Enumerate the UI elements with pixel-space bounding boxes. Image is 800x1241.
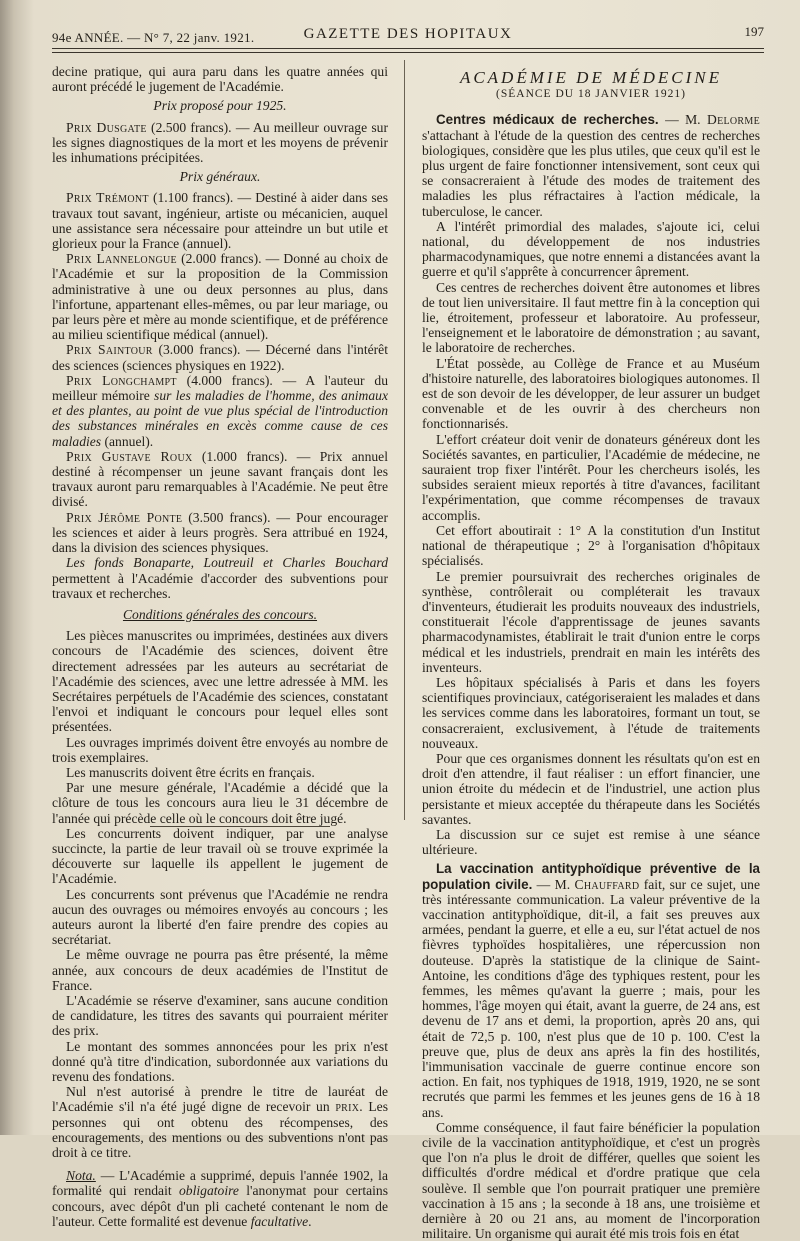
paragraph-condition: Les pièces manuscrites ou imprimées, destinées aux divers concours de l'Académie des sciences, doivent être directement adressées par les auteurs au secrétariat de l'Académie des sciences, avec une lettre adressée à MM. les Secrétaires perpétuels de l'Académie des sciences, constatant l'envoi et indiquant le concours pour lequel elles sont présentées. (52, 628, 388, 735)
subheading-prix-generaux: Prix généraux. (179, 169, 261, 185)
paragraph: L'État possède, au Collège de France et au Muséum d'histoire naturelle, des laboratoires biologiques autonomes. Il est de son devoir de les développer, de leur assurer un budget convenable et de les ouvrir à des chercheurs non fonctionnarisés. (422, 355, 760, 432)
topic-heading-vaccination: La vaccination antityphoïdique préventive de la population civile. (422, 861, 760, 892)
section-subtitle: (SÉANCE DU 18 JANVIER 1921) (496, 88, 686, 101)
paragraph-condition: Le même ouvrage ne pourra pas être présenté, la même année, aux concours de deux académies de l'Institut de France. (52, 947, 388, 993)
subheading-prix-propose: Prix proposé pour 1925. (153, 98, 287, 114)
paragraph: La discussion sur ce sujet est remise à une séance ultérieure. (422, 826, 760, 858)
prize-name: Prix Longchampt (66, 372, 177, 388)
paragraph: A l'intérêt primordial des malades, s'ajoute ici, celui national, du développement de nos industries pharmacodynamiques, que notre ennemi a distancées avant la guerre et qu'il s'apprête à concurrencer âprement. (422, 218, 760, 280)
paragraph: Pour que ces organismes donnent les résultats qu'on est en droit d'en attendre, il faut réaliser : un effort financier, une union étroite du médecin et de l'industriel, une action plus persistante et mieux acceptée du thérapeute dans les Sociétés savantes. (422, 750, 760, 827)
paragraph-prix-saintour: Prix Saintour (3.000 francs). — Décerné dans l'intérêt des sciences (sciences physiques en 1922). (52, 342, 388, 373)
subheading-conditions: Conditions générales des concours. (122, 606, 318, 622)
header-rule-thin (52, 52, 764, 53)
paragraph: Cet effort aboutirait : 1° A la constitution d'un Institut national de thérapeutique ; 2° à l'organisation d'hôpitaux spécialisés. (422, 522, 760, 569)
left-column (52, 64, 388, 1229)
prize-name: Prix Saintour (66, 342, 153, 358)
paragraph-condition: Les concurrents doivent indiquer, par une analyse succincte, la partie de leur travail où se trouve exprimée la découverte sur laquelle ils appellent le jugement de l'Académie. (52, 825, 388, 887)
paragraph-centres: Centres médicaux de recherches. — M. Delorme s'attachant à l'étude de la question des centres de recherches biologiques, considère que les plus utiles, que ceux qu'il est le plus urgent de faire fonctionner intensivement, sont ceux qui se consacreraient à l'étude des modes de traitement des maladies les plus réfractaires à l'action médicale, la tuberculose, le cancer. (422, 112, 760, 219)
section-title: ACADÉMIE DE MÉDECINE (459, 68, 723, 87)
prize-name: Prix Gustave Roux (66, 448, 193, 464)
paragraph-prix-roux: Prix Gustave Roux (1.000 francs). — Prix annuel destiné à récompenser un jeune savant français dont les travaux auront paru remarquables à l'Académie. Ne peut être divisé. (52, 448, 388, 510)
paragraph-prix-lannelongue: Prix Lannelongue (2.000 francs). — Donné au choix de l'Académie et sur la proposition de la Commission administrative à une ou deux personnes au plus, dans l'infortune, appartenant elles-mêmes, ou par leur mariage, ou par leurs père et mère au monde scientifique, et de préférence au milieu scientifique médical (annuel). (52, 251, 389, 343)
paragraph-condition: Nul n'est autorisé à prendre le titre de lauréat de l'Académie s'il n'a été jugé digne de recevoir un prix. Les personnes qui ont obtenu des récompenses, des encouragements, des mentions ou des subventions n'ont pas droit à ce titre. (52, 1084, 388, 1161)
paragraph-condition: Les concurrents sont prévenus que l'Académie ne rendra aucun des ouvrages ou mémoires envoyés au concours ; les auteurs auront la liberté d'en faire prendre des copies au secrétariat. (52, 886, 388, 948)
end-rule (150, 826, 330, 827)
paragraph-condition: Les ouvrages imprimés doivent être envoyés au nombre de trois exemplaires. (52, 734, 388, 765)
column-divider (404, 60, 405, 820)
prize-name: Prix Lannelongue (66, 251, 177, 267)
header-rule (52, 48, 764, 49)
paragraph-prix-dusgate: Prix Dusgate (2.500 francs). — Au meilleur ouvrage sur les signes diagnostiques de la mort et les moyens de prévenir les inhumations précipitées. (52, 119, 388, 166)
paragraph-condition: Les manuscrits doivent être écrits en français. (66, 764, 315, 780)
paragraph-condition: Par une mesure générale, l'Académie a décidé que la clôture de tous les concours aura lieu le 31 décembre de l'année qui précède celle où le concours doit être jugé. (52, 780, 388, 826)
speaker-name: Chauffard (574, 876, 640, 892)
page-number: 197 (744, 24, 764, 39)
paragraph-prix-ponte: Prix Jérôme Ponte (3.500 francs). — Pour encourager les sciences et aider à leurs progrès. Sera attribué en 1924, dans la division des sciences physiques. (52, 509, 388, 556)
paragraph: Les hôpitaux spécialisés à Paris et dans les foyers scientifiques provinciaux, catégoriseraient les malades et dans les services comme dans les laboratoires, formant un tout, se consacreraient, exclusivement, à l'étude de traitements nouveaux. (422, 674, 760, 751)
paragraph-condition: L'Académie se réserve d'examiner, sans aucune condition de candidature, les titres des savants qui pourraient mériter des prix. (52, 992, 388, 1039)
paragraph: Comme conséquence, il faut faire bénéficier la population civile de la vaccination antityphoïdique, et c'est un progrès que l'on n'a plus le droit de différer, quelles que soient les difficultés d'ordre médical et d'ordre pratique que cela soulève. Il semble que l'on pourrait pratiquer une première vaccination à 15 ans ; la seconde à 18 ans, une troisième et dernière à 20 ou 21 ans, au moment de l'incorporation militaire. Un organisme qui aurait été mis trois fois en état (422, 1119, 760, 1241)
paragraph-fonds: Les fonds Bonaparte, Loutreuil et Charles Bouchard permettent à l'Académie d'accorder des subventions pour travaux et recherches. (52, 555, 388, 601)
paragraph-condition: Le montant des sommes annoncées pour les prix n'est donné qu'à titre d'indication, subordonnée aux variations du revenu des fondations. (52, 1038, 388, 1084)
paragraph-prix-tremont: Prix Trémont (1.100 francs). — Destiné à aider dans ses travaux tout savant, ingénieur, artiste ou mécanicien, auquel une assistance sera nécessaire pour atteindre un but utile et glorieux pour la France (annuel). (52, 190, 388, 252)
paragraph-prix-longchampt: Prix Longchampt (4.000 francs). — A l'auteur du meilleur mémoire sur les maladies de l'homme, des animaux et des plantes, au point de vue plus spécial de l'introduction des substances minérales en excès comme cause de ces maladies (annuel). (52, 372, 388, 449)
prize-name: Prix Trémont (66, 190, 149, 206)
paragraph-continuation: decine pratique, qui aura paru dans les quatre années qui auront précédé le jugement de l'Académie. (52, 64, 388, 95)
paragraph-vaccination: La vaccination antityphoïdique préventive de la population civile. — M. Chauffard fait, sur ce sujet, une très intéressante communication. La valeur préventive de la vaccination antityphoïdique, dit-il, a fait ses preuves aux armées, pendant la guerre, et elle a eu, sur l'état actuel de nos fièvres typhoïdes hospitalières, une répercussion non douteuse. D'après la statistique de la clinique de Saint-Antoine, les conditions d'âge des typhiques restent, pour les femmes, les mêmes qu'avant la guerre ; mais, pour les hommes, l'âge moyen qui était, avant la guerre, de 24 ans, est devenu de 17 ans et demi, la proportion, après 20 ans, qui était de 72,5 p. 100, n'est plus que de 10 p. 100. C'est la preuve que, plus de deux ans après la fin des hostilités, l'immunisation vaccinale de guerre continue encore son action. En fait, nos typhiques de 1918, 1919, 1920, ne se sont recrutés que parmi les femmes et les jeunes gens de 16 à 18 ans. (422, 861, 761, 1120)
prize-name: Prix Jérôme Ponte (66, 509, 183, 525)
page-header (52, 22, 764, 46)
issue-line: 94e ANNÉE. — N° 7, 22 janv. 1921. (52, 30, 255, 45)
paragraph: Ces centres de recherches doivent être autonomes et libres de tout lien universitaire. Il faut mettre fin à la conception qui lie, étroitement, professeur et laboratoire. Au professeur, l'enseignement et le laboratoire de démonstration ; au savant, le laboratoire de recherches. (422, 279, 760, 356)
paragraph-nota: Nota. — L'Académie a supprimé, depuis l'année 1902, la formalité qui rendait obligatoire l'anonymat pour certains concours, avec dépôt d'un pli cacheté contenant le nom de l'auteur. Cette formalité est devenue facultative. (52, 1168, 388, 1229)
topic-heading-centres: Centres médicaux de recherches. (436, 112, 659, 128)
paragraph: L'effort créateur doit venir de donateurs généreux dont les Sociétés savantes, en particulier, l'Académie de médecine, ne sauraient trop fixer l'intérêt. Pour les chercheurs isolés, les subsides seraient mieux reportés à titre d'avances, facilitant l'expérimentation, que comme récompenses de travaux accomplis. (422, 431, 760, 523)
journal-title: GAZETTE DES HOPITAUX (303, 26, 513, 42)
prize-name: Prix Dusgate (66, 119, 147, 135)
nota-label: Nota. (66, 1168, 96, 1184)
speaker-name: Delorme (706, 112, 760, 128)
right-column (422, 64, 760, 1241)
paragraph: Le premier poursuivrait des recherches originales de synthèse, contrôlerait ou compléterait les travaux d'inventeurs, étudierait les produits nouveaux des industriels, constituerait l'école d'apprentissage de jeunes savants pharmacodynamistes, établirait le trait d'union entre le corps médical et les industriels, prendrait en main les intérêts des inventeurs. (422, 568, 760, 675)
